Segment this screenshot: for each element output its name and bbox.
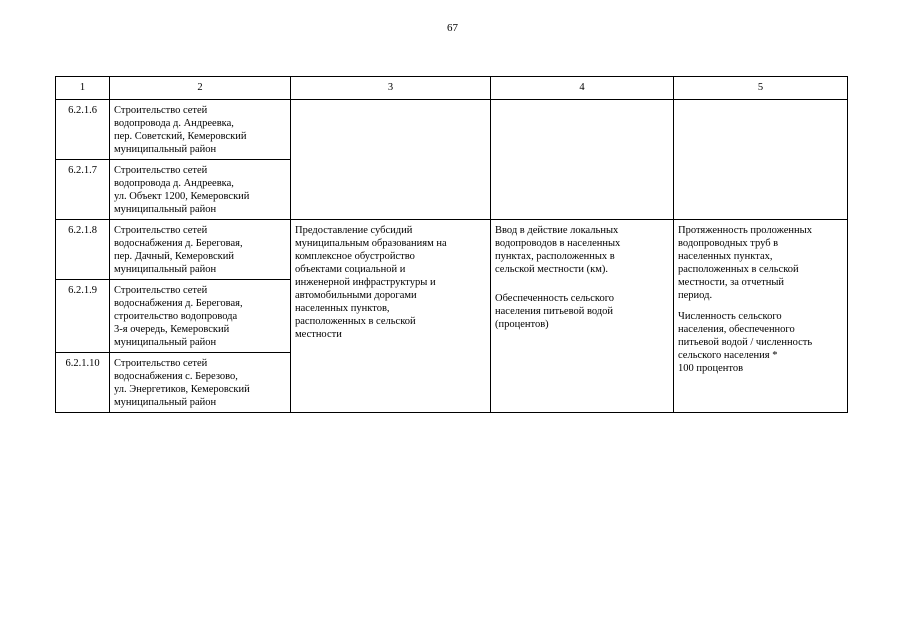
empty-cell <box>491 100 674 220</box>
indicator-text-2: Обеспеченность сельского населения питьевой водой (процентов) <box>495 293 614 330</box>
row-number: 6.2.1.7 <box>56 160 110 220</box>
program-measure-cell <box>291 220 491 413</box>
indicator-text-1: Ввод в действие локальных водопроводов в населенных пунктах, расположенных в сельской местности (км). <box>495 225 621 275</box>
empty-cell <box>674 100 848 220</box>
method-cell <box>674 220 848 413</box>
measure-name: Строительство сетей водоснабжения д. Береговая, пер. Дачный, Кемеровский муниципальный район <box>110 220 291 280</box>
table-row <box>56 100 848 160</box>
header-col-1: 1 <box>56 77 110 100</box>
measure-name: Строительство сетей водоснабжения с. Березово, ул. Энергетиков, Кемеровский муниципальный район <box>110 353 291 413</box>
row-number: 6.2.1.9 <box>56 280 110 353</box>
measure-name: Строительство сетей водопровода д. Андреевка, пер. Советский, Кемеровский муниципальный район <box>110 100 291 160</box>
measures-table <box>55 76 848 413</box>
table-header-row <box>56 77 848 100</box>
table-row <box>56 220 848 280</box>
row-number: 6.2.1.8 <box>56 220 110 280</box>
header-col-2: 2 <box>110 77 291 100</box>
program-measure-text: Предоставление субсидий муниципальным образованиям на комплексное обустройство объектами социальной и инженерной инфраструктуры и автомобильными дорогами населенных пунктов, расположенных в сельской местности <box>295 225 447 340</box>
header-col-5: 5 <box>674 77 848 100</box>
page-number: 67 <box>447 22 458 34</box>
row-number: 6.2.1.6 <box>56 100 110 160</box>
header-col-3: 3 <box>291 77 491 100</box>
method-text-2: Численность сельского населения, обеспеченного питьевой водой / численность сельского населения * 100 процентов <box>678 311 813 374</box>
header-col-4: 4 <box>491 77 674 100</box>
method-text-1: Протяженность проложенных водопроводных труб в населенных пунктах, расположенных в сельской местности, за отчетный период. <box>678 225 812 301</box>
empty-cell <box>291 100 491 220</box>
row-number: 6.2.1.10 <box>56 353 110 413</box>
indicator-cell <box>491 220 674 413</box>
measure-name: Строительство сетей водоснабжения д. Береговая, строительство водопровода 3-я очередь, Кемеровский муниципальный район <box>110 280 291 353</box>
measure-name: Строительство сетей водопровода д. Андреевка, ул. Объект 1200, Кемеровский муниципальный район <box>110 160 291 220</box>
